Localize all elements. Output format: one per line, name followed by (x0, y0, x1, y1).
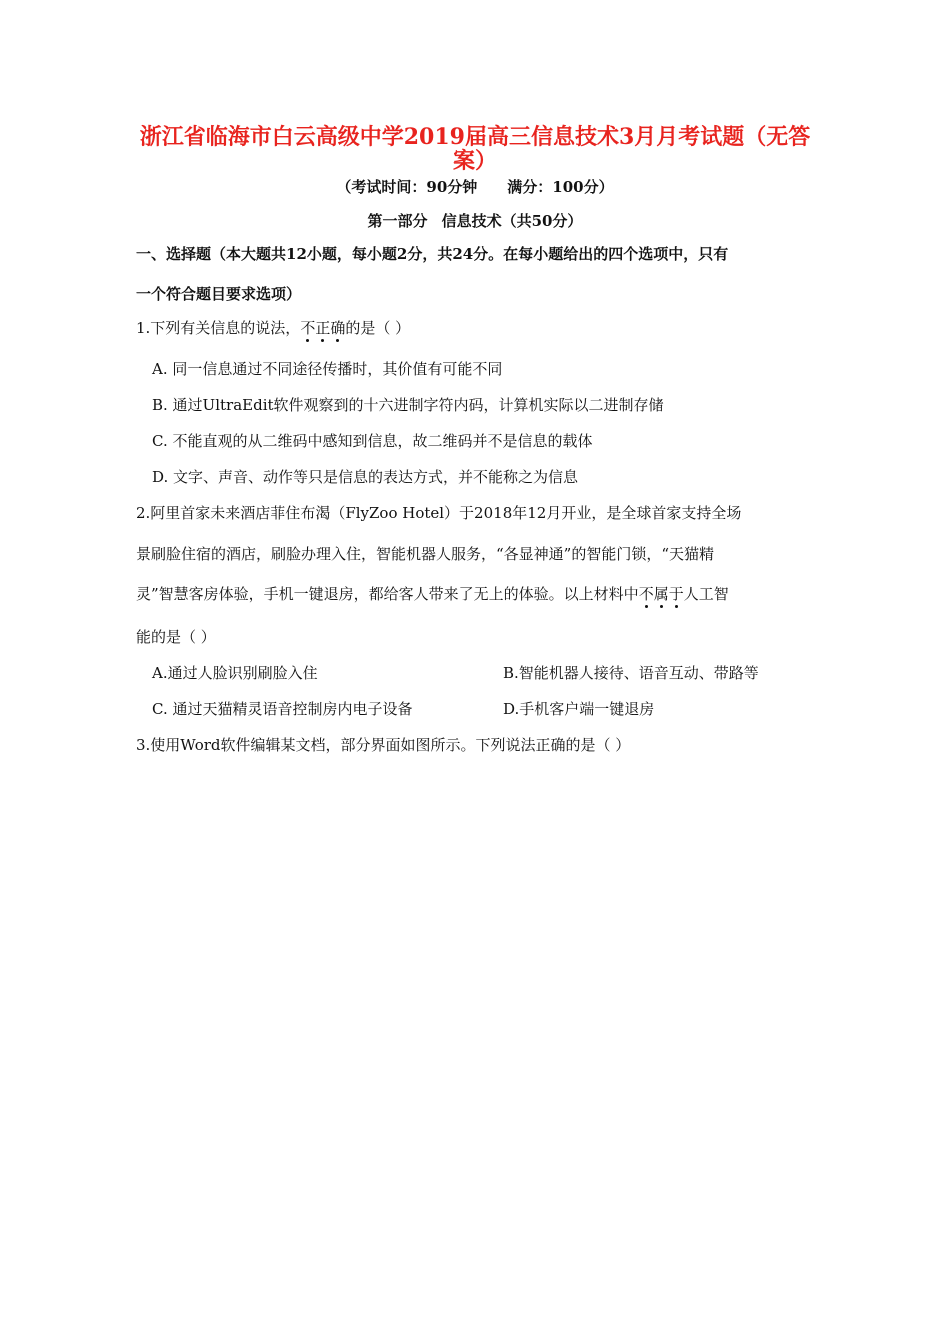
question-3-stem: 3.使用Word软件编辑某文档，部分界面如图所示。下列说法正确的是（ ） (136, 736, 631, 754)
exam-time: （考试时间：90分钟 (336, 178, 478, 196)
emphasis-char: 确 (330, 319, 346, 337)
emphasis-char: 不 (638, 585, 654, 603)
question-2-stem-line-4: 能的是（ ） (136, 628, 216, 646)
part-name: 第一部分 (367, 212, 428, 230)
question-1-option-a: A. 同一信息通过不同途径传播时，其价值有可能不同 (152, 360, 503, 378)
question-1-option-d: D. 文字、声音、动作等只是信息的表达方式，并不能称之为信息 (152, 468, 579, 486)
emphasis-char: 属 (653, 585, 669, 603)
question-2-option-b: B.智能机器人接待、语音互动、带路等 (503, 664, 759, 682)
section-heading-line-1: 一、选择题（本大题共12小题，每小题2分，共24分。在每小题给出的四个选项中，只有 (136, 245, 729, 263)
question-1-option-b: B. 通过UltraEdit软件观察到的十六进制字符内码，计算机实际以二进制存储 (152, 396, 664, 414)
question-2-option-c: C. 通过天猫精灵语音控制房内电子设备 (152, 700, 413, 718)
question-2-stem-end: 人工智 (683, 585, 729, 603)
question-1-stem-end: 的是（ ） (345, 319, 411, 337)
question-2-stem-line-2: 景刷脸住宿的酒店，刷脸办理入住，智能机器人服务，“各显神通”的智能门锁，“天猫精 (136, 545, 715, 563)
question-2-stem-text: 灵”智慧客房体验，手机一键退房，都给客人带来了无上的体验。以上材料中 (136, 585, 639, 603)
document-title-line-2: 案） (452, 148, 497, 174)
question-1-stem (136, 317, 410, 339)
emphasis-char: 不 (300, 319, 316, 337)
question-2-option-d: D.手机客户端一键退房 (503, 700, 655, 718)
question-2-option-a: A.通过人脸识别刷脸入住 (152, 664, 318, 682)
exam-meta (0, 176, 950, 197)
question-2-stem-line-3 (136, 583, 729, 605)
part-subject: 信息技术（共50分） (441, 212, 583, 230)
question-1-stem-text: 1.下列有关信息的说法， (136, 319, 301, 337)
document-title-line-1: 浙江省临海市白云高级中学2019届高三信息技术3月月考试题（无答 (139, 124, 811, 150)
emphasis-char: 于 (668, 585, 684, 603)
section-heading-line-2: 一个符合题目要求选项） (136, 285, 302, 303)
question-2-stem-line-1: 2.阿里首家未来酒店菲住布渴（FlyZoo Hotel）于2018年12月开业，是全球首家支持全场 (136, 504, 742, 522)
exam-full-score: 满分：100分） (507, 178, 614, 196)
question-1-option-c: C. 不能直观的从二维码中感知到信息，故二维码并不是信息的载体 (152, 432, 593, 450)
part-heading (0, 210, 950, 231)
emphasis-char: 正 (315, 319, 331, 337)
